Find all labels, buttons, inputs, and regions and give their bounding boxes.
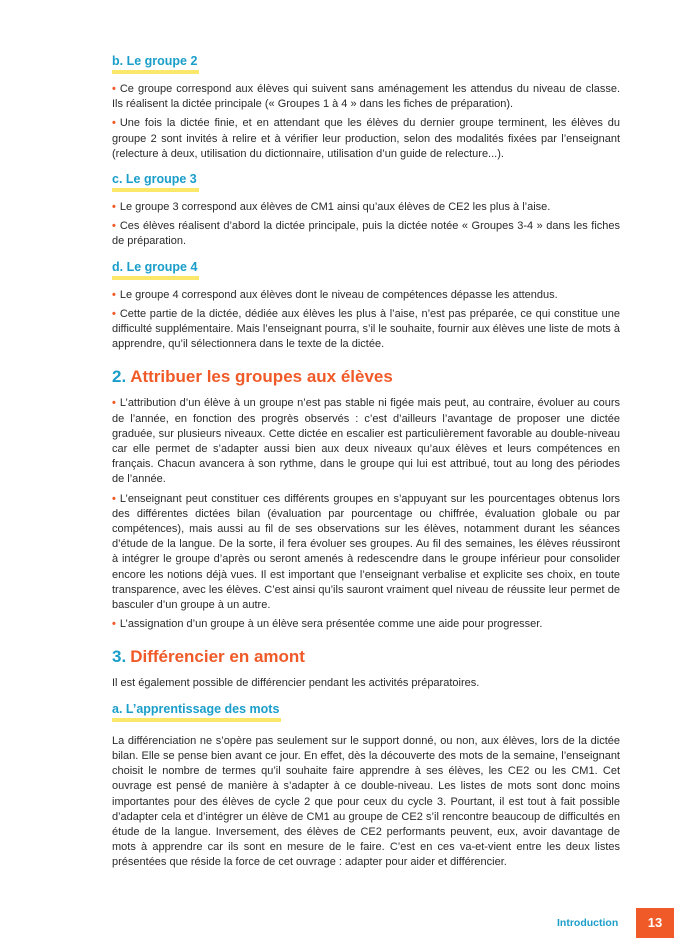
bullet-icon: • — [112, 117, 116, 130]
bullet-icon: • — [112, 492, 116, 505]
bullet-icon: • — [112, 397, 116, 410]
bullet-paragraph: • Cette partie de la dictée, dédiée aux élèves les plus à l’aise, n’est pas préparée, ce qui constitue une difficulté supplémentaire. Mais l’enseignant pourra, s’il le souhaite, fournir aux élèves une liste de mots à apprendre, qu’il sélectionnera dans le texte de la dictée. — [112, 307, 620, 351]
bullet-paragraph: • L’attribution d’un élève à un groupe n’est pas stable ni figée mais peut, au contraire, évoluer au cours de l’année, en fonction des progrès observés : c’est d’ailleurs l’avantage de proposer une dictée graduée, sur plusieurs niveaux. Cette dictée en escalier est particulièrement favorable au double-niveau car elle permet de s’adapter aussi bien aux deux niveaux qu’aux élèves et leurs compétences en français. Chacun avancera à son rythme, dans le groupe qui lui est attribué, tout au long des périodes de l’année. — [112, 397, 620, 486]
subheading-groupe-4: d. Le groupe 4 — [112, 259, 199, 280]
bullet-paragraph: • Ce groupe correspond aux élèves qui suivent sans aménagement les attendus du niveau de classe. Ils réalisent la dictée principale (« Groupes 1 à 4 » dans les fiches de préparation). — [112, 83, 620, 111]
bullet-paragraph: • L’enseignant peut constituer ces différents groupes en s’appuyant sur les pourcentages obtenus lors des différentes dictées bilan (évaluation par pourcentage ou chiffrée, évaluation globale ou par compétences), mais aussi au fil de ses observations sur les élèves, notamment durant les séances d’étude de la langue. De la sorte, il fera évoluer ses groupes. Au fil des semaines, les élèves réussiront à intégrer le groupe d’après ou seront amenés à redescendre dans le groupe inférieur pour consolider encore les notions déjà vues. Il est important que l’enseignant verbalise et explicite ses choix, en toute transparence, avec les élèves. C’est ainsi qu’ils sauront vraiment quel niveau de réussite leur permet de basculer d’un groupe à un autre. — [112, 492, 620, 612]
bullet-paragraph: • Le groupe 4 correspond aux élèves dont le niveau de compétences dépasse les attendus. — [112, 288, 558, 301]
bullet-icon: • — [112, 288, 116, 301]
bullet-icon: • — [112, 220, 116, 233]
bullet-icon: • — [112, 307, 116, 320]
bullet-icon: • — [112, 83, 116, 95]
bullet-paragraph: • Ces élèves réalisent d’abord la dictée principale, puis la dictée notée « Groupes 3-4 » dans les fiches de préparation. — [112, 220, 620, 248]
bullet-icon: • — [112, 201, 116, 214]
page-content — [112, 52, 620, 871]
bullet-paragraph: • Une fois la dictée finie, et en attendant que les élèves du dernier groupe terminent, les élèves du groupe 2 sont invités à relire et à vérifier leur production, selon des modalités fixées par l’enseignant (relecture à deux, utilisation du dictionnaire, utilisation d’un guide de relecture...). — [112, 117, 620, 160]
bullet-paragraph: • L’assignation d’un groupe à un élève sera présentée comme une aide pour progresser. — [112, 618, 543, 631]
subheading-groupe-3: c. Le groupe 3 — [112, 171, 199, 192]
footer-section-label: Introduction — [557, 917, 619, 929]
bullet-paragraph: • Le groupe 3 correspond aux élèves de CM1 ainsi qu’aux élèves de CE2 les plus à l’aise. — [112, 201, 551, 214]
section-heading-3: 3. Différencier en amont — [112, 647, 305, 667]
subheading-apprentissage-mots: a. L’apprentissage des mots — [112, 701, 281, 722]
page-number: 13 — [636, 908, 674, 938]
section-heading-2: 2. Attribuer les groupes aux élèves — [112, 367, 393, 387]
subheading-groupe-2: b. Le groupe 2 — [112, 53, 199, 74]
bullet-icon: • — [112, 618, 116, 631]
body-paragraph: La différenciation ne s’opère pas seulement sur le support donné, ou non, aux élèves, lors de la dictée bilan. Elle se pense bien avant ce jour. En effet, dès la découverte des mots de la semaine, l’enseignant choisit le nombre de termes qu’il souhaite faire apprendre à ses élèves, les CE2 ou les CM1. Cet ouvrage est pensé de manière à s’adapter à ce double-niveau. Les listes de mots sont donc moins importantes pour des élèves de cycle 2 que pour ceux du cycle 3. Pourtant, il est tout à fait possible d’adapter cela et d’intégrer un élève de CM1 au groupe de CE2 s’il rencontre beaucoup de difficultés en étude de la langue. Inversement, des élèves de CE2 performants peuvent, eux, avoir davantage de mots à apprendre car ils sont en mesure de le faire. C’est en ces va-et-vient entre les deux listes présentées que réside la force de cet ouvrage : adapter pour aider et différencier. — [112, 734, 620, 869]
section-intro: Il est également possible de différencier pendant les activités préparatoires. — [112, 677, 480, 690]
